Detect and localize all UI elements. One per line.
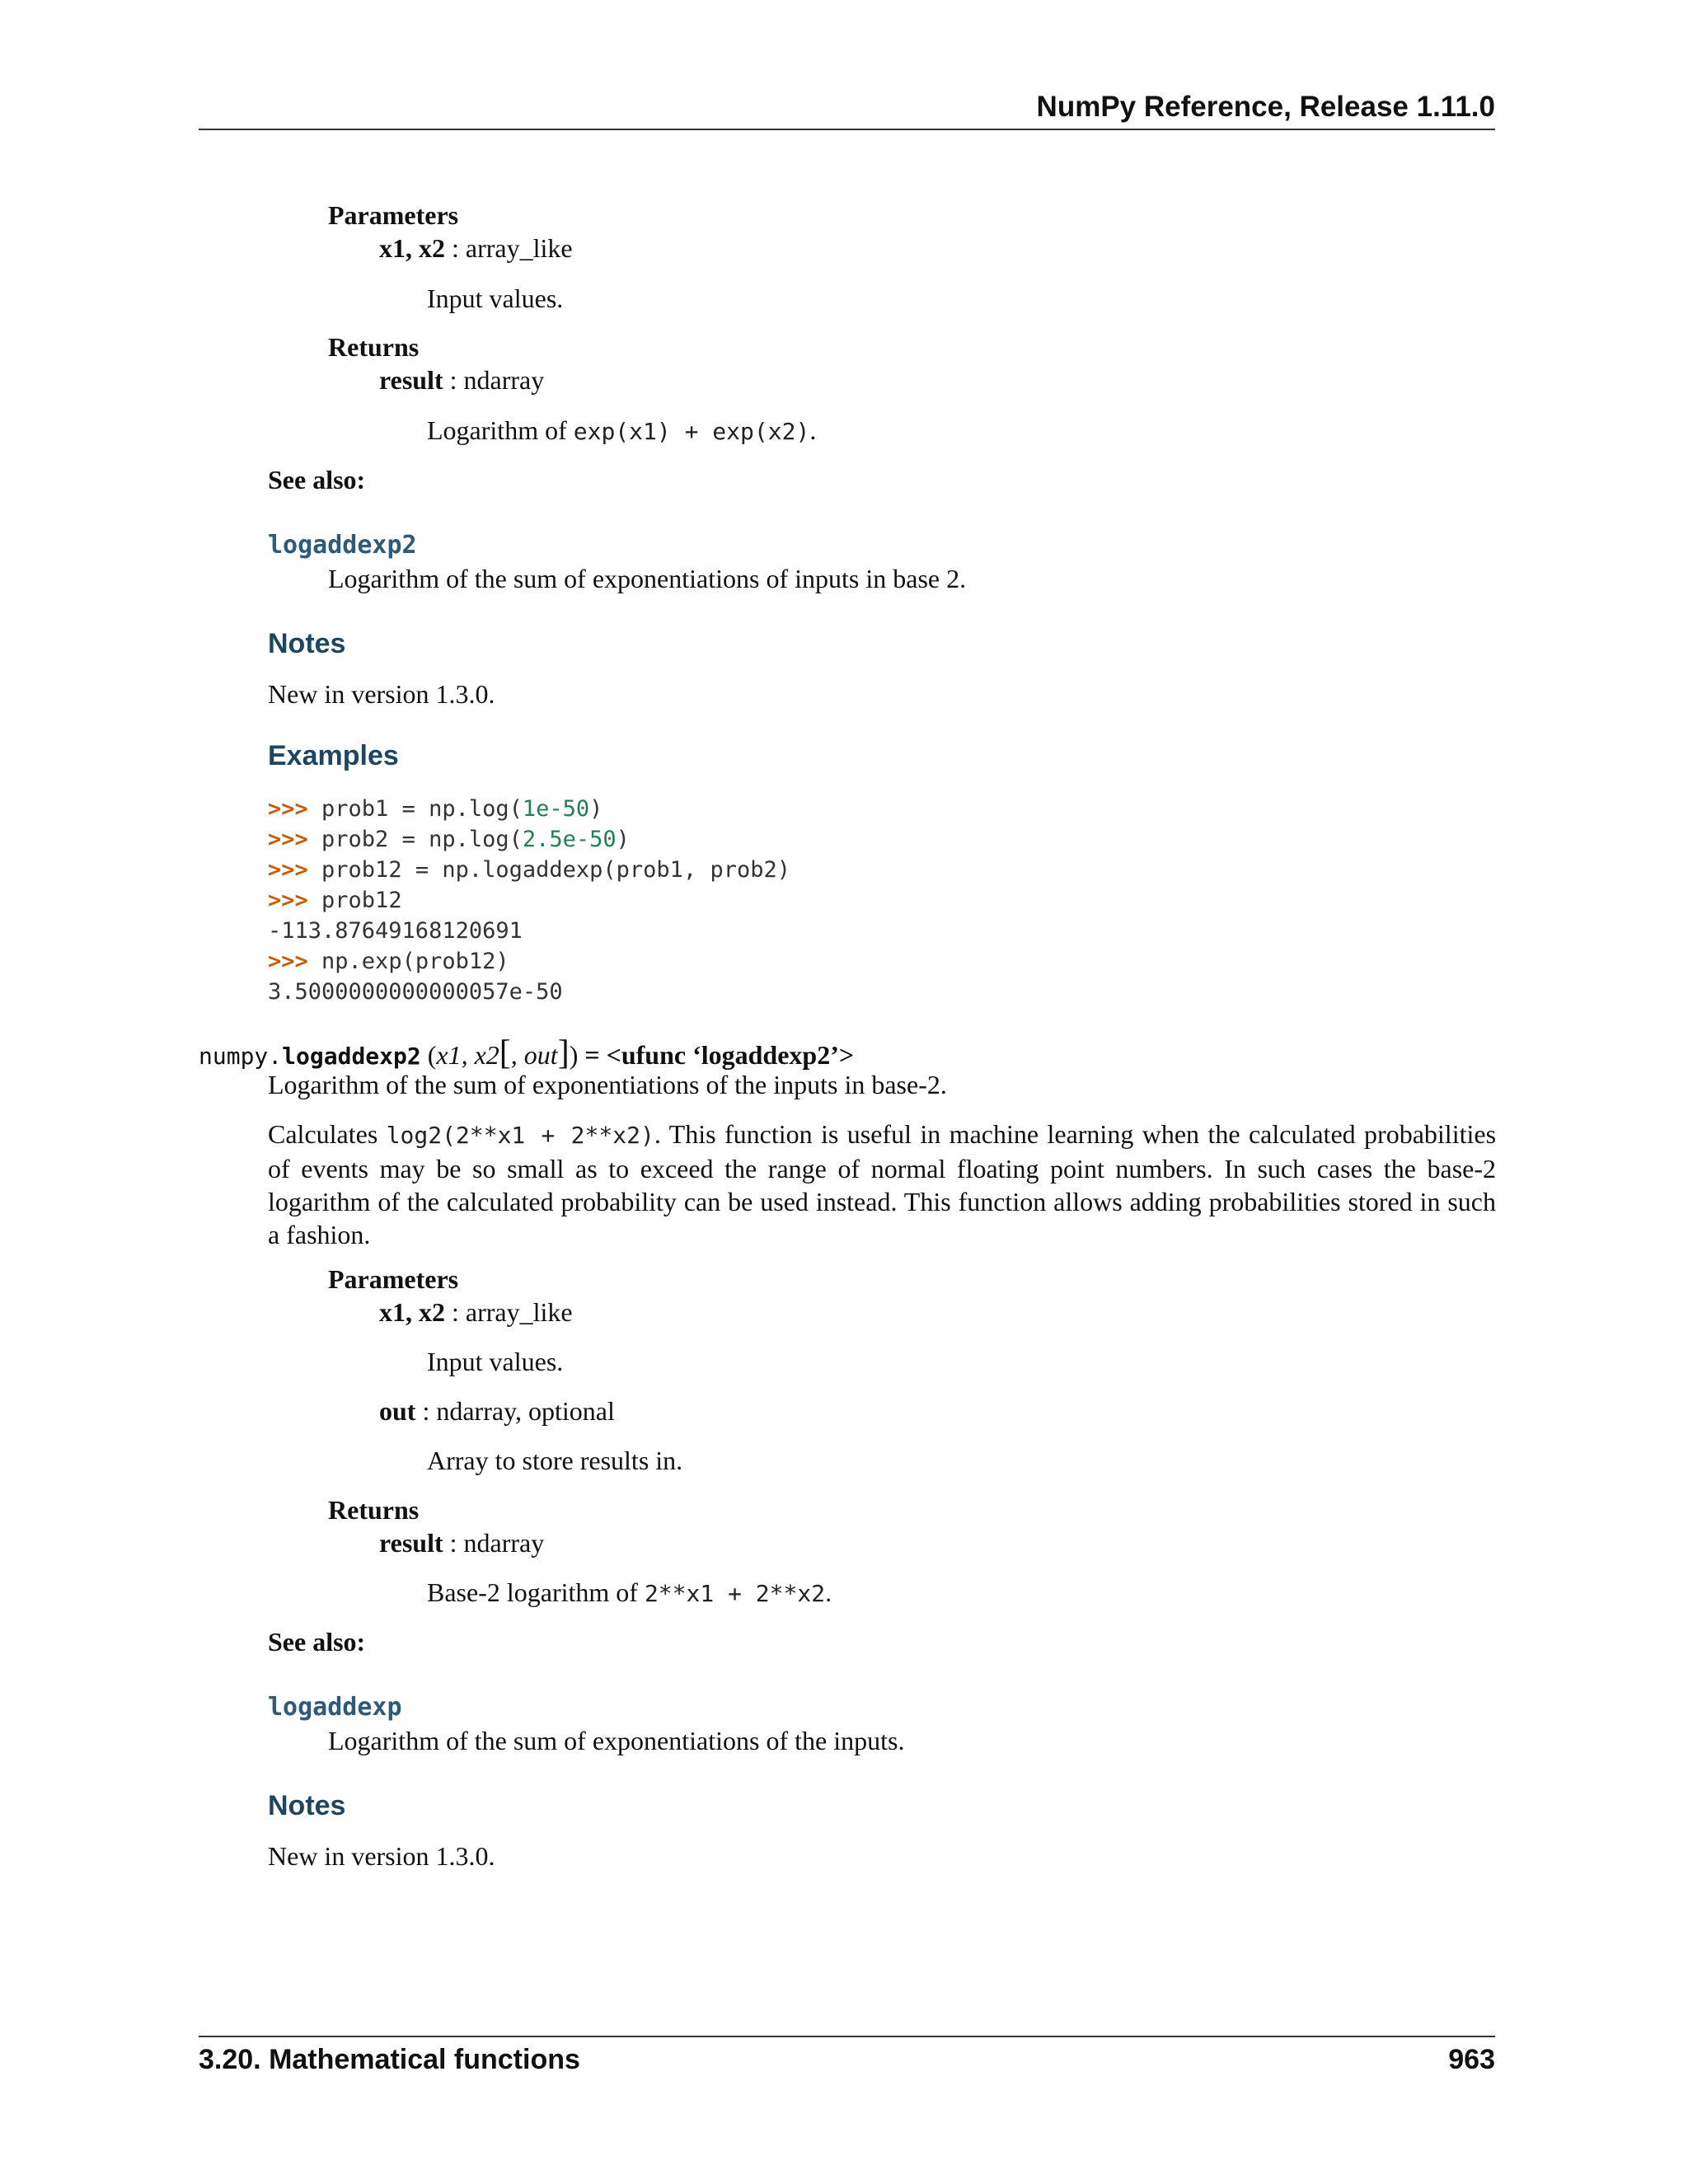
params-heading: Parameters — [328, 1264, 459, 1294]
code-line-3 — [268, 855, 1496, 885]
return-desc-text: Logarithm of — [427, 415, 574, 445]
code: ) — [616, 827, 630, 852]
prompt: >>> — [268, 857, 308, 883]
return-desc — [427, 1576, 832, 1610]
prompt: >>> — [268, 949, 308, 974]
see-also-link-logaddexp[interactable]: logaddexp — [268, 1693, 402, 1722]
code: prob12 = np.logaddexp(prob1, prob2) — [307, 857, 790, 883]
prompt: >>> — [268, 827, 308, 852]
param-type: : array_like — [445, 1297, 573, 1327]
return-desc-suffix: . — [825, 1577, 832, 1607]
sig-module: numpy. — [199, 1043, 283, 1070]
param-name: out — [379, 1396, 416, 1426]
see-also-desc: Logarithm of the sum of exponentiations of inputs in base 2. — [328, 564, 967, 593]
desc-text: . This function is useful in machine learning when the calculated probabilities of events may be so small as to exceed the range of normal floating point numbers. In such cases the base-2 logarithm of the calculated probability can be used instead. This function allows adding probabilities stored in such a fashion. — [268, 1119, 1497, 1249]
sig-optional-arg: , out — [510, 1040, 558, 1070]
return-result — [379, 363, 544, 396]
param-name: x1, x2 — [379, 1297, 445, 1327]
prompt: >>> — [268, 796, 308, 822]
param-x1-x2-desc: Input values. — [427, 284, 564, 313]
return-name: result — [379, 365, 443, 395]
return-desc — [427, 414, 816, 448]
param-type: : array_like — [445, 233, 573, 263]
returns-heading: Returns — [328, 332, 420, 362]
return-desc-code: exp(x1) + exp(x2) — [573, 418, 810, 445]
desc-code: log2(2**x1 + 2**x2) — [386, 1122, 654, 1149]
prompt: >>> — [268, 888, 308, 913]
notes-heading: Notes — [268, 628, 346, 659]
number-literal: 1e-50 — [522, 796, 590, 822]
see-also-link-logaddexp2[interactable]: logaddexp2 — [268, 531, 417, 560]
see-also-heading: See also: — [268, 1627, 366, 1657]
return-type: : ndarray — [443, 365, 545, 395]
return-desc-suffix: . — [809, 415, 817, 445]
number-literal: 2.5e-50 — [522, 827, 617, 852]
sig-bracket: [ — [499, 1034, 511, 1072]
returns-heading: Returns — [328, 1495, 420, 1525]
return-result — [379, 1526, 544, 1559]
code-output-1: -113.87649168120691 — [268, 918, 523, 944]
param-name: x1, x2 — [379, 233, 445, 263]
notes-text: New in version 1.3.0. — [268, 679, 495, 709]
notes-heading: Notes — [268, 1790, 346, 1821]
notes-text: New in version 1.3.0. — [268, 1841, 495, 1871]
footer-page-number: 963 — [1448, 2044, 1495, 2075]
examples-code-block — [268, 794, 1496, 1007]
param-x1-x2 — [379, 1296, 573, 1329]
footer-rule — [199, 2036, 1495, 2037]
param-x1-x2-desc: Input values. — [427, 1347, 564, 1376]
code-output-2: 3.5000000000000057e-50 — [268, 979, 563, 1005]
sig-ufunc: = <ufunc ‘logaddexp2’> — [578, 1040, 855, 1070]
sig-bracket: ] — [557, 1034, 570, 1072]
examples-heading: Examples — [268, 740, 399, 771]
return-desc-text: Base-2 logarithm of — [427, 1577, 645, 1607]
code: np.exp(prob12) — [307, 949, 509, 974]
code-line-4 — [268, 885, 1496, 916]
code: prob12 — [307, 888, 402, 913]
code-line-6 — [268, 946, 1496, 977]
function-description — [268, 1118, 1496, 1251]
code: prob1 = np.log( — [307, 796, 523, 822]
param-x1-x2 — [379, 232, 573, 265]
code-line-1 — [268, 794, 1496, 824]
sig-function-name: logaddexp2 — [282, 1043, 421, 1070]
return-desc-code: 2**x1 + 2**x2 — [644, 1580, 826, 1607]
desc-text: Calculates — [268, 1119, 387, 1149]
sig-args: x1, x2 — [436, 1040, 499, 1070]
param-type: : ndarray, optional — [415, 1396, 615, 1426]
see-also-desc: Logarithm of the sum of exponentiations of the inputs. — [328, 1726, 905, 1755]
return-type: : ndarray — [443, 1528, 545, 1558]
code: ) — [589, 796, 603, 822]
see-also-heading: See also: — [268, 465, 366, 494]
code: prob2 = np.log( — [307, 827, 523, 852]
code-line-2 — [268, 824, 1496, 855]
sig-paren: ) — [569, 1040, 579, 1070]
return-name: result — [379, 1528, 443, 1558]
sig-paren: ( — [420, 1040, 437, 1070]
function-signature — [199, 1033, 854, 1073]
param-out — [379, 1394, 615, 1427]
params-heading: Parameters — [328, 200, 459, 230]
footer-section-title: 3.20. Mathematical functions — [199, 2044, 580, 2075]
function-summary: Logarithm of the sum of exponentiations of the inputs in base-2. — [268, 1070, 947, 1099]
param-out-desc: Array to store results in. — [427, 1446, 683, 1475]
running-header-title: NumPy Reference, Release 1.11.0 — [1036, 91, 1495, 123]
header-rule — [199, 129, 1495, 130]
